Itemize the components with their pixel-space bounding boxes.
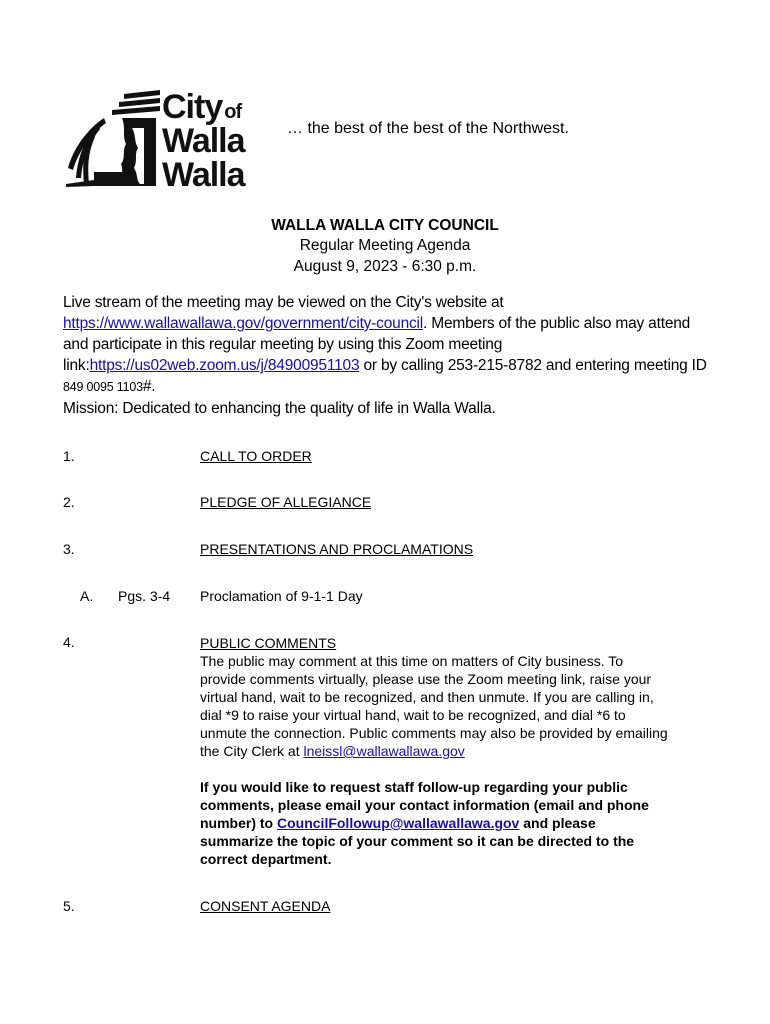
intro-paragraph	[63, 292, 718, 419]
item-2-number: 2.	[63, 494, 75, 510]
wheat-emblem-icon	[64, 88, 164, 192]
item-3-title: PRESENTATIONS AND PROCLAMATIONS	[200, 541, 474, 557]
item-3a-text: Proclamation of 9-1-1 Day	[200, 588, 363, 604]
mission-statement: Mission: Dedicated to enhancing the quality of life in Walla Walla.	[63, 400, 496, 417]
item-2-title: PLEDGE OF ALLEGIANCE	[200, 494, 372, 510]
meeting-id: 849 0095 1103	[63, 380, 143, 394]
item-3-number: 3.	[63, 541, 75, 557]
intro-text-2: . Members of the public also may attend and participate in this regular meeting by using this Zoom meeting link:	[63, 315, 691, 374]
zoom-meeting-link[interactable]: https://us02web.zoom.us/j/84900951103	[89, 357, 360, 374]
item-3a-pages: Pgs. 3-4	[118, 588, 171, 604]
item-5-number: 5.	[63, 898, 75, 914]
public-comments-section	[200, 634, 670, 868]
tagline: … the best of the best of the Northwest.	[287, 120, 569, 137]
logo-city-text: City of	[162, 88, 242, 126]
item-1-title: CALL TO ORDER	[200, 448, 312, 464]
item-4-title: PUBLIC COMMENTS	[200, 635, 337, 651]
logo-walla-text-1: Walla	[162, 122, 245, 160]
logo-walla-text-2: Walla	[162, 156, 245, 194]
item-3a-letter: A.	[80, 588, 94, 604]
city-logo	[64, 88, 276, 192]
council-followup-email-link[interactable]: CouncilFollowup@wallawallawa.gov	[277, 815, 520, 831]
item-4-number: 4.	[63, 634, 75, 650]
city-clerk-email-link[interactable]: lneissl@wallawallawa.gov	[303, 743, 465, 759]
public-comments-body: The public may comment at this time on matters of City business. To provide comments virtually, please use the Zoom meeting link, raise your virtual hand, wait to be recognized, and then unmute. If you are calling in, dial *9 to raise your virtual hand, wait to be recognized, and dial *6 to unmute the connection. Public comments may also be provided by emailing the City Clerk at lneissl@wallawallawa.gov	[200, 653, 668, 759]
city-website-link[interactable]: https://www.wallawallawa.gov/government/city-council	[63, 315, 424, 332]
intro-text-1: Live stream of the meeting may be viewed on the City's website at	[63, 294, 504, 311]
agenda-subtitle: Regular Meeting Agenda	[299, 237, 471, 254]
meeting-date: August 9, 2023 - 6:30 p.m.	[293, 258, 477, 275]
item-1-number: 1.	[63, 448, 75, 464]
intro-text-3: or by calling 253-215-8782 and entering meeting ID	[359, 357, 707, 374]
item-5-title: CONSENT AGENDA	[200, 898, 331, 914]
followup-instructions: If you would like to request staff follow-up regarding your public comments, please email your contact information (email and phone number) to CouncilFollowup@wallawallawa.gov and please summarize the topic of your comment so it can be directed to the correct department.	[200, 779, 649, 867]
council-title: WALLA WALLA CITY COUNCIL	[271, 217, 499, 234]
intro-text-4: #.	[142, 378, 156, 395]
